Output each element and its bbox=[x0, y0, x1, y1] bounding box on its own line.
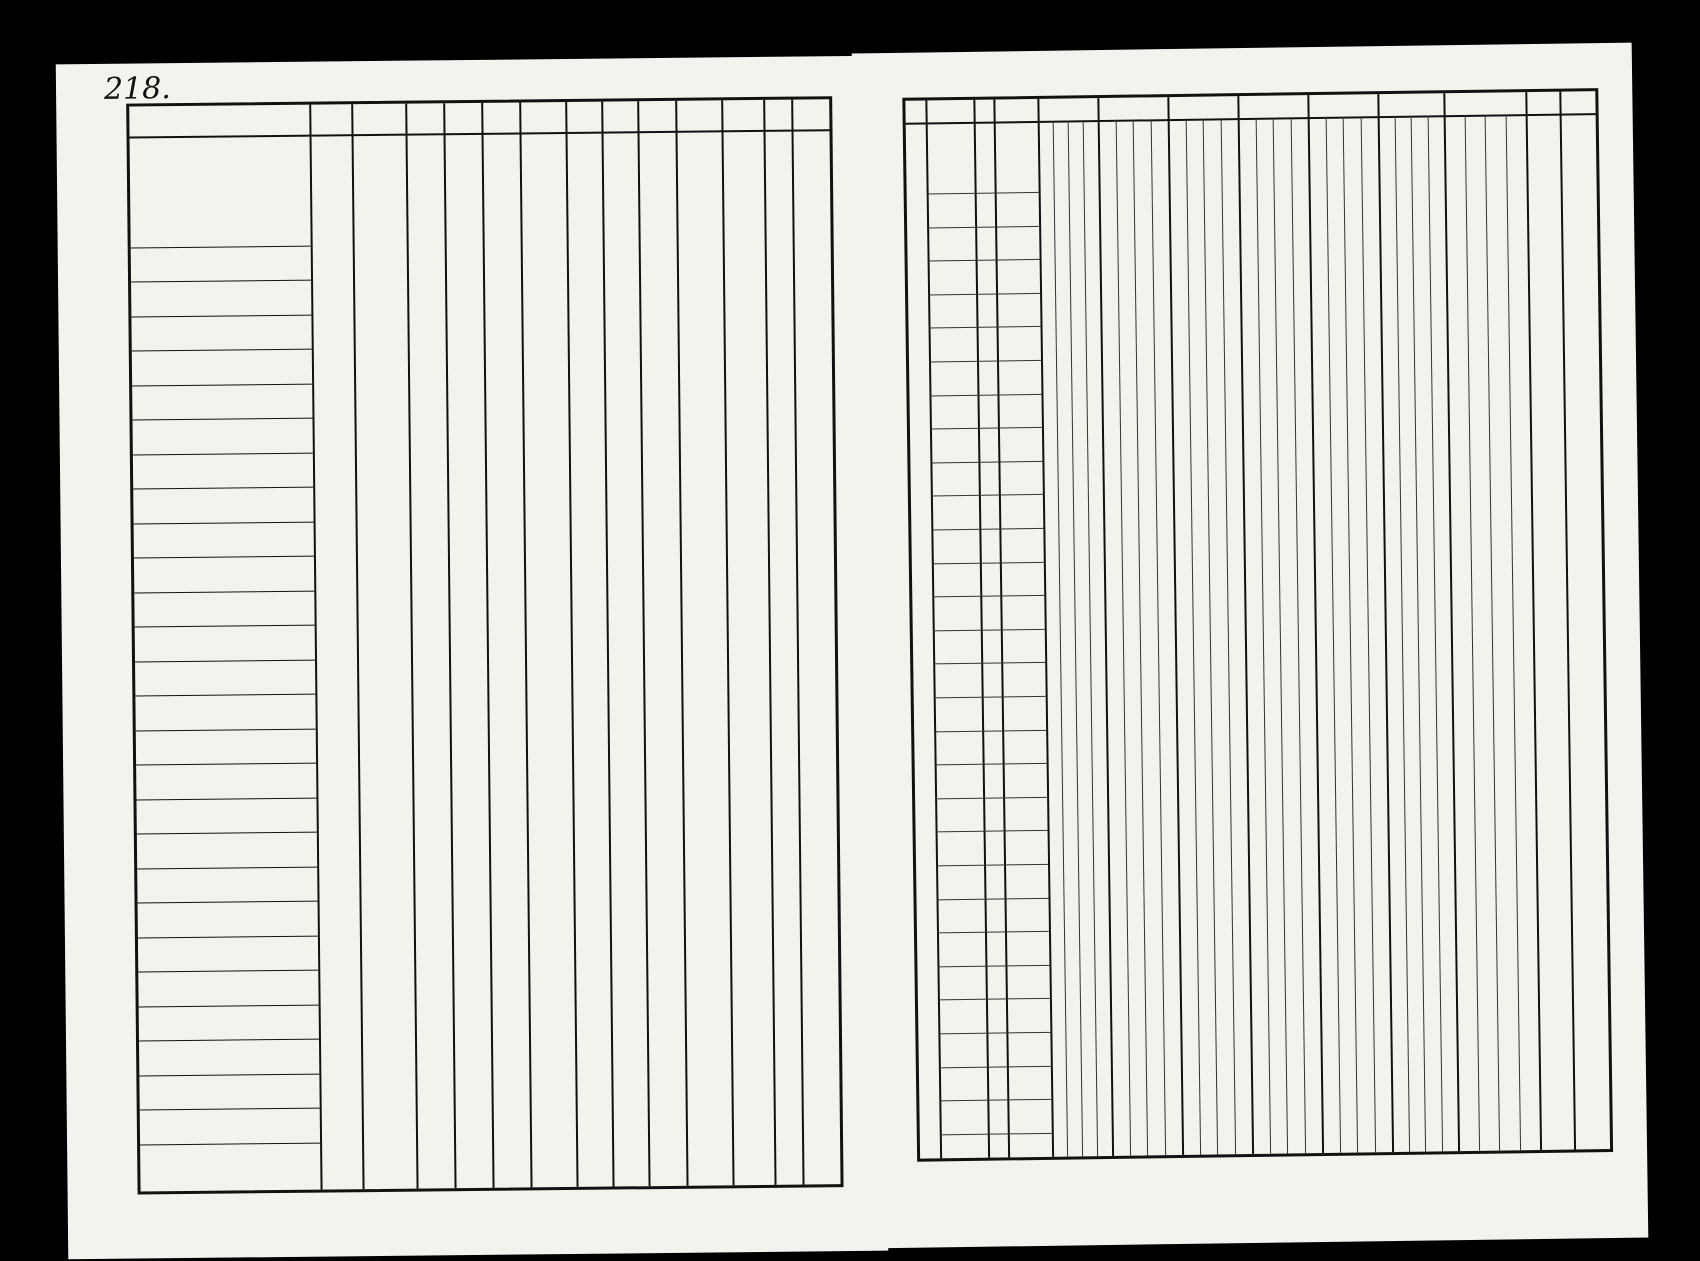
row-line bbox=[937, 931, 1049, 934]
column-divider bbox=[1237, 96, 1254, 1154]
column-divider bbox=[481, 103, 494, 1188]
person-name bbox=[146, 945, 316, 947]
row-line bbox=[137, 832, 317, 835]
row-line bbox=[932, 561, 1044, 564]
column-divider bbox=[1443, 93, 1460, 1151]
person-name bbox=[141, 428, 311, 430]
column-divider bbox=[763, 100, 776, 1185]
subcolumn-divider bbox=[1411, 116, 1426, 1152]
subcolumn-divider bbox=[1485, 115, 1500, 1151]
person-name bbox=[139, 255, 309, 257]
row-line bbox=[929, 360, 1041, 363]
row-line bbox=[140, 1108, 320, 1111]
date-column-head bbox=[1037, 98, 1097, 99]
subcolumn-divider bbox=[1290, 117, 1305, 1153]
person-name bbox=[144, 738, 314, 740]
subcolumn-divider bbox=[1053, 121, 1068, 1157]
column-head bbox=[351, 108, 405, 109]
row-line bbox=[132, 383, 312, 386]
row-line bbox=[929, 326, 1041, 329]
column-divider bbox=[519, 102, 532, 1187]
column-divider bbox=[1167, 97, 1184, 1155]
row-line bbox=[936, 864, 1048, 867]
column-divider bbox=[791, 100, 804, 1185]
row-line bbox=[135, 625, 315, 628]
date-column-head bbox=[993, 99, 1037, 100]
subcolumn-divider bbox=[1505, 114, 1520, 1150]
person-name bbox=[141, 462, 311, 464]
row-line bbox=[939, 1065, 1051, 1068]
row-line bbox=[139, 1039, 319, 1042]
person-name bbox=[146, 911, 316, 913]
person-name bbox=[147, 1049, 317, 1051]
row-line bbox=[930, 461, 1042, 464]
column-divider bbox=[637, 101, 650, 1186]
date-subhead bbox=[926, 126, 974, 127]
person-name bbox=[138, 221, 308, 223]
date-subhead bbox=[994, 125, 1038, 126]
row-line bbox=[939, 1099, 1051, 1102]
column-divider bbox=[443, 103, 456, 1188]
row-line bbox=[927, 225, 1039, 228]
row-line bbox=[135, 659, 315, 662]
subcolumn-divider bbox=[1220, 118, 1235, 1154]
row-line bbox=[931, 528, 1043, 531]
row-line bbox=[931, 494, 1043, 497]
row-line bbox=[932, 595, 1044, 598]
parish-title bbox=[137, 111, 307, 113]
row-line bbox=[139, 1073, 319, 1076]
row-line bbox=[132, 349, 312, 352]
subcolumn-divider bbox=[1150, 119, 1165, 1155]
person-name bbox=[147, 1014, 317, 1016]
row-line bbox=[935, 797, 1047, 800]
row-line bbox=[131, 245, 311, 248]
person-name bbox=[142, 600, 312, 602]
row-line bbox=[134, 590, 314, 593]
row-line bbox=[936, 830, 1048, 833]
row-line bbox=[933, 662, 1045, 665]
row-line bbox=[136, 728, 316, 731]
person-name bbox=[139, 290, 309, 292]
right-page bbox=[852, 43, 1649, 1249]
row-line bbox=[134, 556, 314, 559]
row-line bbox=[136, 763, 316, 766]
row-line bbox=[140, 1142, 320, 1145]
column-divider bbox=[351, 104, 364, 1189]
row-line bbox=[131, 314, 311, 317]
row-line bbox=[937, 965, 1049, 968]
row-line bbox=[937, 897, 1049, 900]
subcolumn-divider bbox=[1325, 117, 1340, 1153]
column-divider bbox=[1559, 92, 1576, 1150]
row-line bbox=[928, 293, 1040, 296]
column-divider bbox=[1307, 95, 1324, 1153]
subcolumn-divider bbox=[1343, 117, 1358, 1153]
person-name bbox=[142, 566, 312, 568]
catechetical-table bbox=[126, 96, 843, 1194]
subcolumn-divider bbox=[1133, 120, 1148, 1156]
subcolumn-divider bbox=[1068, 120, 1083, 1156]
row-line bbox=[927, 192, 1039, 195]
row-line bbox=[929, 393, 1041, 396]
subcolumn-divider bbox=[1273, 118, 1288, 1154]
row-line bbox=[136, 797, 316, 800]
row-line bbox=[940, 1133, 1052, 1136]
page-number: 218. bbox=[103, 71, 172, 107]
person-name bbox=[143, 704, 313, 706]
person-name bbox=[145, 876, 315, 878]
row-line bbox=[131, 280, 311, 283]
person-name bbox=[144, 773, 314, 775]
row-line bbox=[135, 694, 315, 697]
subcolumn-divider bbox=[1427, 115, 1442, 1151]
subcolumn-divider bbox=[1185, 119, 1200, 1155]
person-name bbox=[140, 393, 310, 395]
date-column-head bbox=[1559, 91, 1595, 92]
person-name bbox=[140, 324, 310, 326]
subcolumn-divider bbox=[1464, 115, 1479, 1151]
dates-table bbox=[902, 88, 1613, 1162]
subcolumn-divider bbox=[1203, 119, 1218, 1155]
parish-subtitle bbox=[160, 138, 330, 140]
row-line bbox=[133, 452, 313, 455]
subcolumn-divider bbox=[1083, 120, 1098, 1156]
row-line bbox=[938, 1032, 1050, 1035]
row-line bbox=[134, 521, 314, 524]
person-name bbox=[143, 669, 313, 671]
row-line bbox=[132, 418, 312, 421]
subcolumn-divider bbox=[1255, 118, 1270, 1154]
person-name bbox=[143, 635, 313, 637]
subcolumn-divider bbox=[1115, 120, 1130, 1156]
row-line bbox=[934, 696, 1046, 699]
row-line bbox=[138, 935, 318, 938]
column-divider bbox=[565, 102, 578, 1187]
header-divider bbox=[906, 113, 1596, 125]
row-line bbox=[934, 729, 1046, 732]
person-name bbox=[145, 842, 315, 844]
person-name bbox=[140, 359, 310, 361]
person-name bbox=[146, 980, 316, 982]
row-line bbox=[928, 259, 1040, 262]
row-line bbox=[133, 487, 313, 490]
person-name bbox=[148, 1118, 318, 1120]
row-line bbox=[935, 763, 1047, 766]
row-line bbox=[938, 998, 1050, 1001]
person-name bbox=[147, 1083, 317, 1085]
column-divider bbox=[1377, 94, 1394, 1152]
column-divider bbox=[721, 100, 734, 1185]
row-line bbox=[137, 866, 317, 869]
row-line bbox=[139, 1004, 319, 1007]
date-column-head bbox=[1377, 93, 1443, 94]
person-name bbox=[142, 531, 312, 533]
date-column-head bbox=[1307, 94, 1377, 95]
column-divider bbox=[601, 102, 614, 1187]
row-line bbox=[138, 901, 318, 904]
date-column-head bbox=[1167, 96, 1237, 97]
column-divider bbox=[1525, 92, 1542, 1150]
person-name bbox=[145, 807, 315, 809]
row-line bbox=[933, 629, 1045, 632]
column-divider bbox=[1097, 98, 1114, 1156]
column-divider bbox=[405, 104, 418, 1189]
column-divider bbox=[309, 105, 322, 1190]
left-page bbox=[56, 56, 888, 1260]
person-name bbox=[141, 497, 311, 499]
subcolumn-divider bbox=[1360, 116, 1375, 1152]
row-line bbox=[138, 970, 318, 973]
date-column-head bbox=[1237, 95, 1307, 96]
date-column-head bbox=[1097, 97, 1167, 98]
header-divider bbox=[130, 129, 830, 138]
date-column-head bbox=[905, 100, 993, 101]
subcolumn-divider bbox=[1394, 116, 1409, 1152]
row-line bbox=[930, 427, 1042, 430]
column-divider bbox=[675, 101, 688, 1186]
